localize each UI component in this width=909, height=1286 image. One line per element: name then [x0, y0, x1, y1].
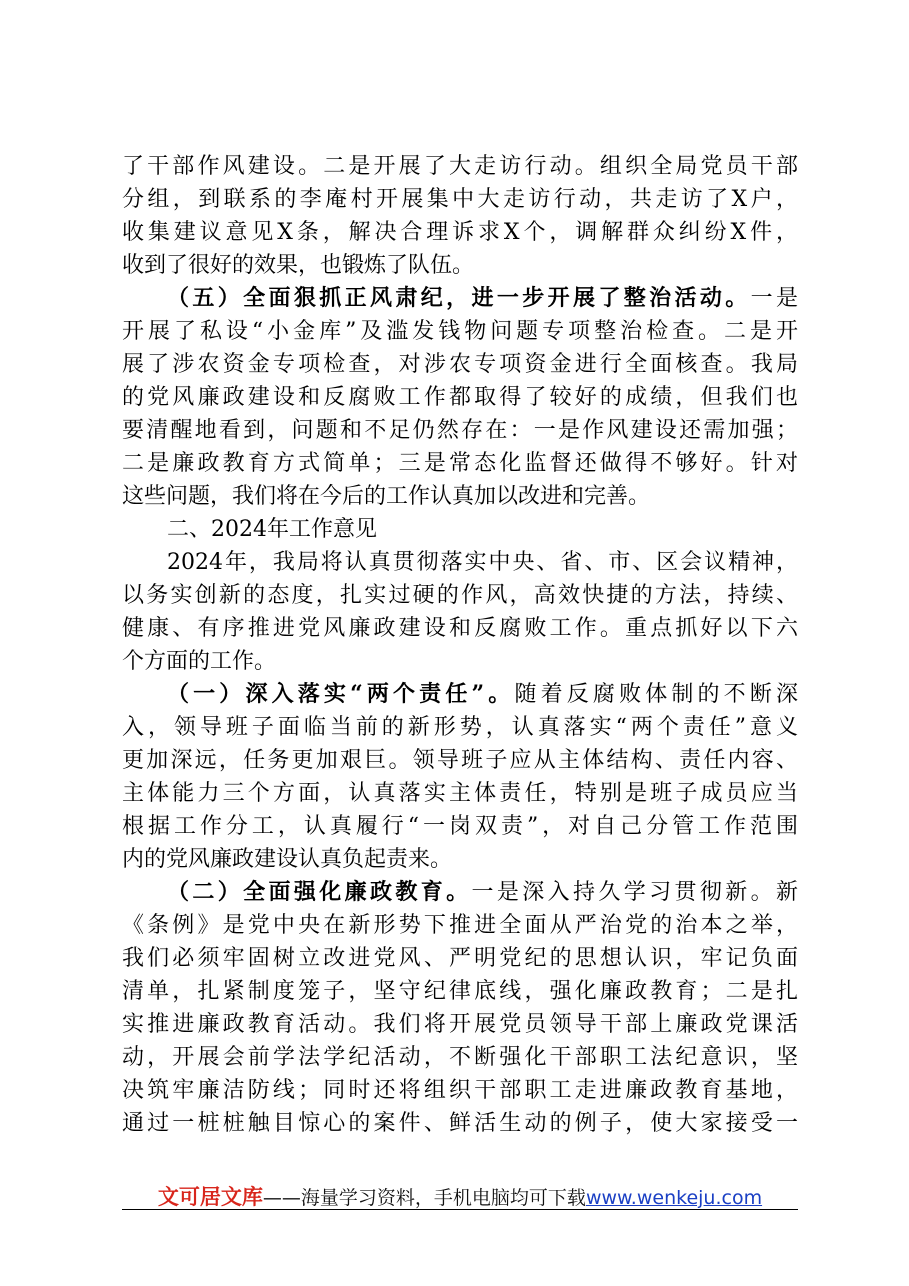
page-footer [122, 1183, 798, 1215]
section-heading-1: （一）深入落实“两个责任”。 [167, 681, 515, 707]
section-heading-5: （五）全面狠抓正风肃纪，进一步开展了整治活动。 [167, 285, 751, 311]
text-line: 收集建议意见X条，解决合理诉求X个，调解群众纠纷X件， [122, 220, 798, 245]
text-line: 通过一桩桩触目惊心的案件、鲜活生动的例子，使大家接受一 [122, 1111, 798, 1136]
text-line: 决筑牢廉洁防线；同时还将组织干部职工走进廉政教育基地， [122, 1078, 798, 1103]
text-line: 二是廉政教育方式简单；三是常态化监督还做得不够好。针对 [122, 451, 798, 476]
text-line: 这些问题，我们将在今后的工作认真加以改进和完善。 [122, 484, 651, 509]
text-line: 更加深远，任务更加艰巨。领导班子应从主体结构、责任内容、 [122, 748, 798, 773]
section-heading-line: （五）全面狠抓正风肃纪，进一步开展了整治活动。一是 [167, 285, 798, 311]
text-line: 收到了很好的效果，也锻炼了队伍。 [122, 253, 475, 278]
footer-link[interactable]: www.wenkeju.com [585, 1187, 763, 1209]
chapter-heading: 二、2024年工作意见 [167, 517, 377, 542]
footer-brand: 文可居文库 [157, 1185, 263, 1209]
document-body [122, 150, 798, 1140]
text-line: 2024年，我局将认真贯彻落实中央、省、市、区会议精神， [167, 550, 798, 575]
text-line: 分组，到联系的李庵村开展集中大走访行动，共走访了X户， [122, 187, 798, 212]
text-line: 入，领导班子面临当前的新形势，认真落实“两个责任”意义 [122, 715, 798, 740]
text-line: 开展了私设“小金库”及滥发钱物问题专项整治检查。二是开 [122, 319, 798, 344]
text-line: 个方面的工作。 [122, 649, 277, 674]
text-line: 展了涉农资金专项检查，对涉农专项资金进行全面核查。我局 [122, 352, 798, 377]
text-line: 根据工作分工，认真履行“一岗双责”，对自己分管工作范围 [122, 814, 798, 839]
footer-divider [122, 1209, 798, 1210]
section-heading-line: （二）全面强化廉政教育。一是深入持久学习贯彻新。新 [167, 879, 798, 905]
footer-slogan: ——海量学习资料，手机电脑均可下载 [262, 1187, 586, 1209]
text-line: 动，开展会前学法学纪活动，不断强化干部职工法纪意识，坚 [122, 1045, 798, 1070]
text-line: 内的党风廉政建设认真负起责来。 [122, 847, 453, 872]
text-line: 健康、有序推进党风廉政建设和反腐败工作。重点抓好以下六 [122, 616, 798, 641]
section-heading-2: （二）全面强化廉政教育。 [167, 879, 472, 905]
text-line: 《条例》是党中央在新形势下推进全面从严治党的治本之举， [122, 913, 798, 938]
text-line: 主体能力三个方面，认真落实主体责任，特别是班子成员应当 [122, 781, 798, 806]
text-line: 了干部作风建设。二是开展了大走访行动。组织全局党员干部 [122, 154, 798, 179]
text-line: 实推进廉政教育活动。我们将开展党员领导干部上廉政党课活 [122, 1012, 798, 1037]
text-line: 清单，扎紧制度笼子，坚守纪律底线，强化廉政教育；二是扎 [122, 979, 798, 1004]
text-line: 要清醒地看到，问题和不足仍然存在：一是作风建设还需加强； [122, 418, 798, 443]
text-line: 我们必须牢固树立改进党风、严明党纪的思想认识，牢记负面 [122, 946, 798, 971]
text-line: 以务实创新的态度，扎实过硬的作风，高效快捷的方法，持续、 [122, 583, 798, 608]
section-heading-line: （一）深入落实“两个责任”。随着反腐败体制的不断深 [167, 681, 798, 707]
text-line: 的党风廉政建设和反腐败工作都取得了较好的成绩，但我们也 [122, 385, 798, 410]
